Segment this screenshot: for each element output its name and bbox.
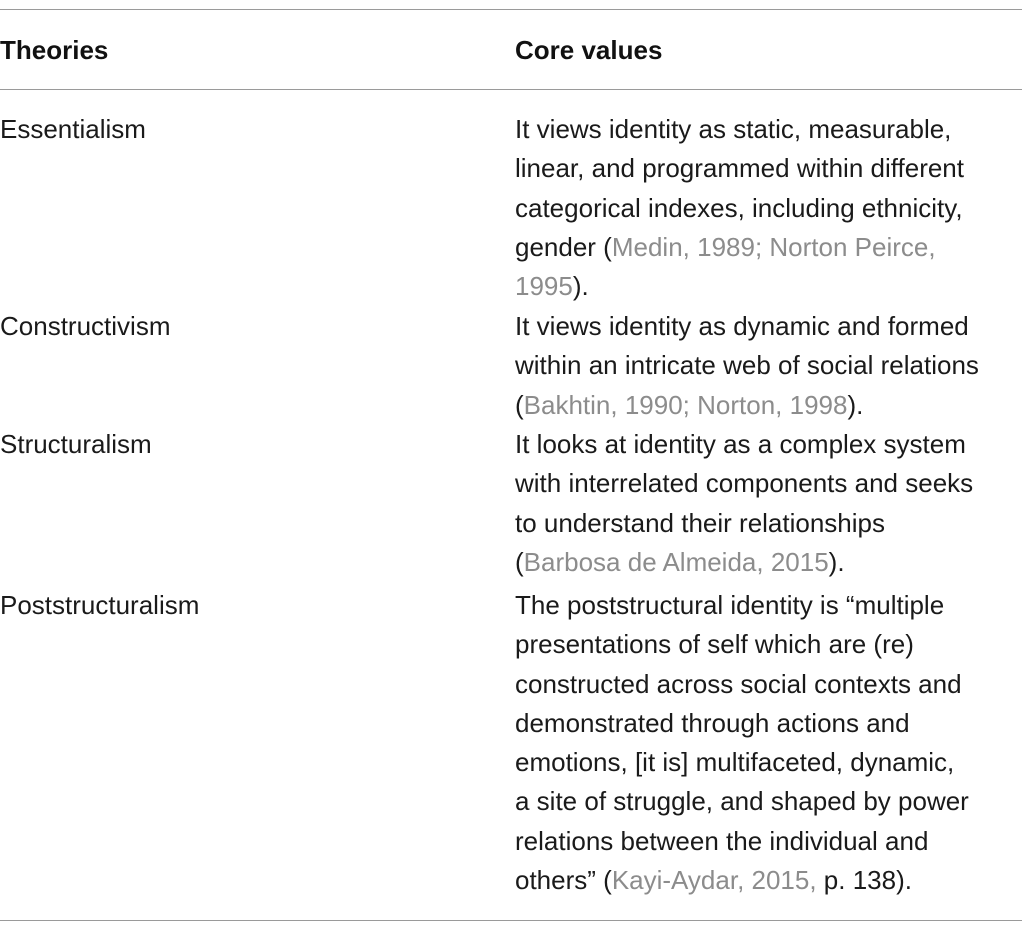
- citation-link[interactable]: Bakhtin, 1990; Norton, 1998: [523, 389, 848, 420]
- core-line: constructed across social contexts and: [515, 668, 962, 699]
- core-line: relations between the individual and: [515, 825, 929, 856]
- core-text: ).: [572, 271, 589, 302]
- core-line: within an intricate web of social relations: [515, 350, 979, 381]
- core-line: categorical indexes, including ethnicity,: [515, 192, 963, 223]
- core-text: (: [515, 546, 524, 577]
- core-line: demonstrated through actions and: [515, 707, 910, 738]
- theory-constructivism: Constructivism: [0, 311, 171, 341]
- header-theories: Theories: [0, 35, 109, 65]
- header-bottom-rule: [0, 89, 1022, 90]
- core-line: [515, 267, 1022, 306]
- core-line: [515, 543, 1022, 582]
- core-line: [515, 228, 1022, 267]
- core-line: presentations of self which are (re): [515, 629, 914, 660]
- theory-essentialism: Essentialism: [0, 114, 146, 144]
- theory-poststructuralism: Poststructuralism: [0, 590, 200, 620]
- citation-link[interactable]: Medin, 1989; Norton Peirce,: [611, 231, 936, 262]
- core-values-cell: [515, 110, 1022, 306]
- core-line: It views identity as static, measurable,: [515, 114, 952, 144]
- core-text: (: [515, 389, 524, 420]
- core-text: others” (: [515, 865, 612, 896]
- core-line: linear, and programmed within different: [515, 153, 964, 184]
- header-core-values: Core values: [515, 35, 663, 65]
- citation-link[interactable]: Barbosa de Almeida, 2015: [523, 546, 829, 577]
- table-bottom-rule: [0, 920, 1022, 921]
- core-line: [515, 861, 1022, 900]
- core-line: a site of struggle, and shaped by power: [515, 786, 969, 817]
- core-line: It views identity as dynamic and formed: [515, 311, 969, 341]
- core-text: gender (: [515, 231, 612, 262]
- theory-structuralism: Structuralism: [0, 429, 152, 459]
- citation-link[interactable]: Kayi-Aydar, 2015,: [611, 865, 817, 896]
- table-top-rule: [0, 9, 1022, 10]
- core-text: ).: [828, 546, 845, 577]
- core-values-cell: [515, 586, 1022, 900]
- core-line: The poststructural identity is “multiple: [515, 590, 945, 620]
- core-line: to understand their relationships: [515, 507, 886, 538]
- core-text: p. 138).: [816, 865, 912, 896]
- core-line: emotions, [it is] multifaceted, dynamic,: [515, 747, 955, 778]
- core-line: [515, 386, 1022, 425]
- core-values-cell: [515, 425, 1022, 582]
- citation-link[interactable]: 1995: [515, 271, 573, 302]
- core-text: ).: [847, 389, 864, 420]
- core-line: with interrelated components and seeks: [515, 468, 974, 499]
- core-values-cell: [515, 307, 1022, 425]
- core-line: It looks at identity as a complex system: [515, 429, 966, 459]
